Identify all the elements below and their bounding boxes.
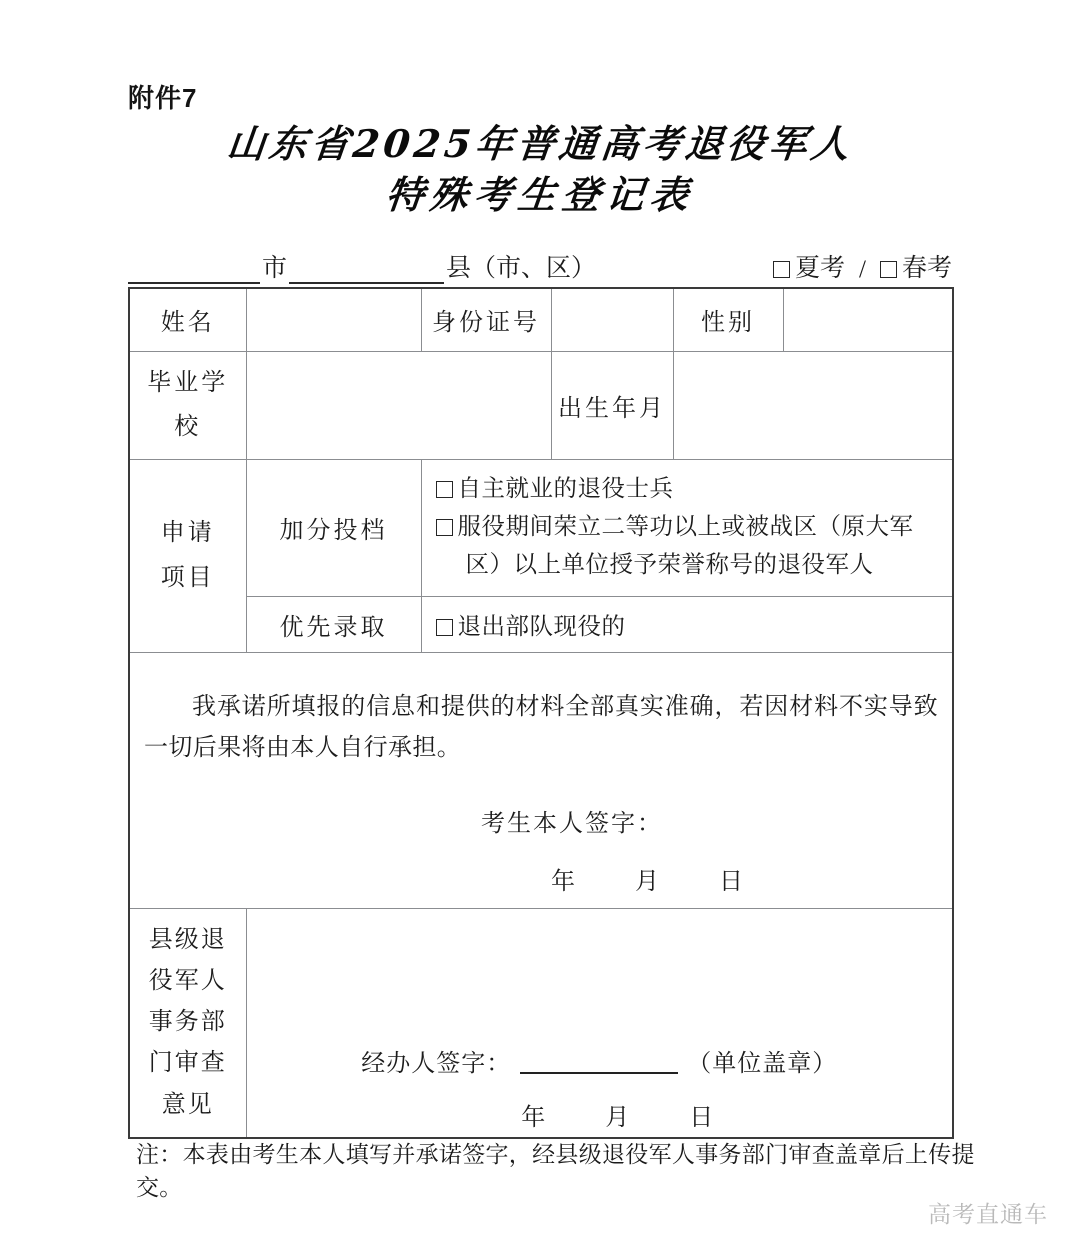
review-date-year: 年 (521, 1104, 546, 1131)
county-input-blank[interactable] (289, 260, 444, 284)
candidate-signature-label[interactable]: 考生本人签字： (481, 810, 663, 837)
cell-review-label-line-1: 县级退 (148, 926, 227, 953)
cell-gender-label: 性别 (673, 288, 783, 351)
table-row (129, 351, 953, 459)
empty-checkbox-icon[interactable] (436, 481, 453, 498)
seal-note: （单位盖章） (687, 1050, 838, 1077)
empty-checkbox-icon[interactable] (436, 619, 453, 636)
candidate-signature-row (130, 803, 934, 838)
priority-option-1-label: 退出部队现役的 (457, 614, 626, 641)
bonus-option-2[interactable] (436, 508, 941, 546)
title-line-2: 特殊考生登记表 (383, 172, 697, 218)
cell-gender-value[interactable] (783, 288, 953, 351)
title-line-1: 山东省2025年普通高考退役军人 (224, 121, 856, 166)
empty-checkbox-icon[interactable] (880, 261, 897, 278)
cell-school-label-line-2: 校 (174, 414, 202, 440)
candidate-date-day: 日 (719, 868, 743, 895)
cell-priority-label: 优先录取 (246, 596, 421, 652)
cell-bonus-options (421, 459, 953, 596)
registration-form-table (128, 287, 954, 1139)
cell-apply-label-line-1: 申请 (160, 520, 215, 547)
table-row (129, 596, 953, 652)
cell-birth-label: 出生年月 (551, 351, 673, 459)
table-row (129, 459, 953, 596)
candidate-date-year: 年 (551, 868, 575, 895)
document-title (0, 118, 1080, 221)
cell-review-label-line-5: 意见 (161, 1091, 214, 1118)
city-unit-label: 市 (262, 255, 288, 282)
region-and-exam-type-row (128, 248, 952, 284)
cell-review-label-line-3: 事务部 (148, 1009, 227, 1036)
exam-type-spring[interactable] (880, 248, 952, 284)
review-date-row (247, 1097, 953, 1132)
bonus-option-1[interactable] (436, 470, 941, 508)
cell-bonus-label: 加分投档 (246, 459, 421, 596)
city-input-blank[interactable] (128, 260, 260, 284)
cell-school-label-line-1: 毕业学 (147, 369, 229, 396)
bonus-option-2-label-line-2: 区）以上单位授予荣誉称号的退役军人 (465, 551, 874, 578)
exam-type-group (773, 248, 952, 284)
cell-name-value[interactable] (246, 288, 421, 351)
cell-review-label-line-2: 役军人 (148, 967, 227, 994)
cell-birth-value[interactable] (673, 351, 953, 459)
officer-signature-row (247, 1043, 953, 1078)
commitment-text: 我承诺所填报的信息和提供的材料全部真实准确，若因材料不实导致一切后果将由本人自行承担。 (144, 693, 938, 761)
review-date-day: 日 (689, 1104, 714, 1131)
cell-review-content (246, 908, 953, 1138)
priority-option-1[interactable] (422, 599, 953, 649)
cell-school-value[interactable] (246, 351, 551, 459)
review-date-month: 月 (605, 1104, 630, 1131)
attachment-label: 附件7 (128, 83, 198, 113)
bonus-option-2-label-line-1: 服役期间荣立二等功以上或被战区（原大军 (457, 513, 914, 540)
officer-signature-blank[interactable] (520, 1054, 678, 1074)
exam-type-spring-label: 春考 (901, 255, 952, 282)
cell-id-label: 身份证号 (421, 288, 551, 351)
exam-type-separator: / (859, 256, 866, 283)
exam-type-summer-label: 夏考 (795, 255, 846, 282)
cell-school-label (129, 351, 246, 459)
cell-id-value[interactable] (551, 288, 673, 351)
bonus-option-1-label: 自主就业的退役士兵 (457, 475, 674, 502)
exam-type-summer[interactable] (773, 248, 845, 284)
table-row (129, 908, 953, 1138)
cell-priority-options (421, 596, 953, 652)
county-unit-label: 县（市、区） (446, 255, 597, 282)
watermark: 高考直通车 (928, 1201, 1048, 1227)
cell-name-label: 姓名 (129, 288, 246, 351)
footnote: 注：本表由考生本人填写并承诺签字，经县级退役军人事务部门审查盖章后上传提交。 (136, 1142, 975, 1200)
candidate-date-month: 月 (635, 868, 659, 895)
cell-apply-label-line-2: 项目 (160, 564, 215, 591)
empty-checkbox-icon[interactable] (773, 261, 790, 278)
cell-review-label-line-4: 门审查 (148, 1050, 227, 1077)
officer-signature-label: 经办人签字： (361, 1050, 512, 1077)
cell-apply-label (129, 459, 246, 652)
cell-commitment (129, 652, 953, 908)
table-row (129, 288, 953, 351)
cell-review-label (129, 908, 246, 1138)
empty-checkbox-icon[interactable] (436, 519, 453, 536)
candidate-date-row (130, 861, 934, 896)
table-row (129, 652, 953, 908)
